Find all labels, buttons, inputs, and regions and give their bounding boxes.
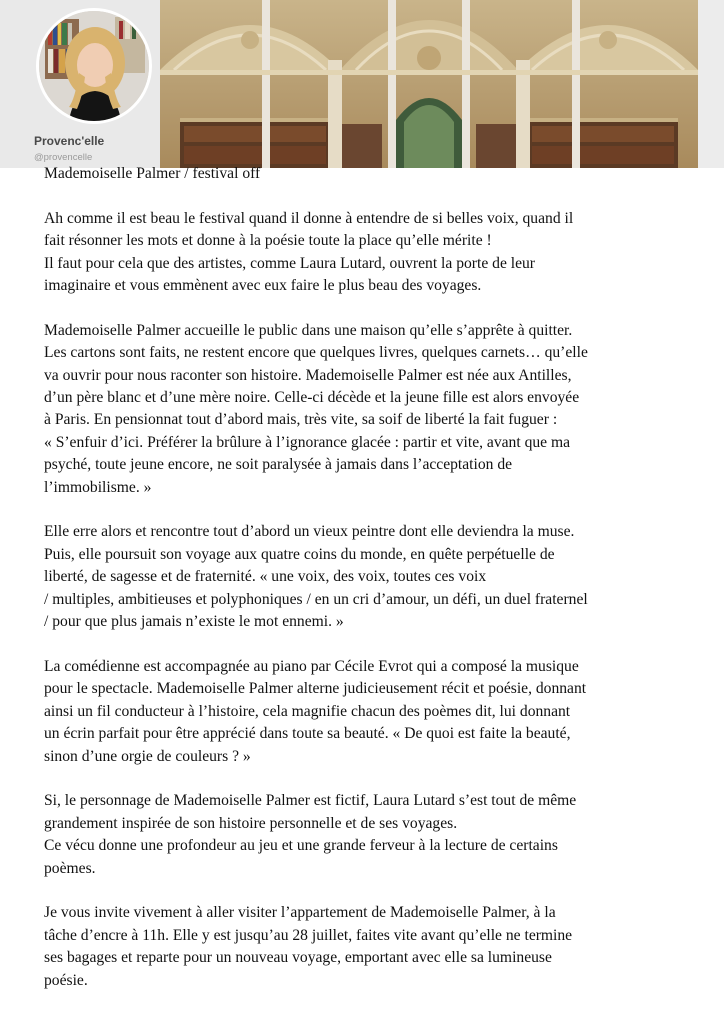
header-margin bbox=[698, 0, 724, 168]
avatar[interactable] bbox=[36, 8, 152, 124]
text-line: Mademoiselle Palmer accueille le public dans une maison qu’elle s’apprête à quitter. bbox=[44, 321, 573, 339]
text-line: / pour que plus jamais n’existe le mot ennemi. » bbox=[44, 613, 344, 631]
text-line: « S’enfuir d’ici. Préférer la brûlure à l’ignorance glacée : partir et vite, avant que ma bbox=[44, 433, 571, 451]
text-line: Les cartons sont faits, ne restent encore que quelques livres, quelques carnets… qu’elle bbox=[44, 344, 588, 362]
text-line: imaginaire et vous emmènent avec eux faire le plus beau des voyages. bbox=[44, 277, 482, 295]
text-line: Ah comme il est beau le festival quand il donne à entendre de si belles voix, quand il bbox=[44, 209, 574, 227]
text-line: pour le spectacle. Mademoiselle Palmer alterne judicieusement récit et poésie, donnant bbox=[44, 680, 587, 698]
text-line: d’un père blanc et d’une mère noire. Celle-ci décède et la jeune fille est alors envoyée bbox=[44, 389, 580, 407]
text-line: Il faut pour cela que des artistes, comme Laura Lutard, ouvrent la porte de leur bbox=[44, 254, 536, 272]
text-line: fait résonner les mots et donne à la poésie toute la place qu’elle mérite ! bbox=[44, 232, 492, 250]
paragraph-3 bbox=[44, 521, 704, 633]
text-line: Je vous invite vivement à aller visiter l’appartement de Mademoiselle Palmer, à la bbox=[44, 904, 556, 922]
text-line: tâche d’encre à 11h. Elle y est jusqu’au 28 juillet, faites vite avant qu’elle ne termine bbox=[44, 926, 573, 944]
text-line: sinon d’une orgie de couleurs ? » bbox=[44, 747, 251, 765]
text-line: ses bagages et reparte pour un nouveau voyage, emportant avec elle sa lumineuse bbox=[44, 949, 552, 967]
text-line: liberté, de sagesse et de fraternité. « une voix, des voix, toutes ces voix bbox=[44, 568, 487, 586]
library-cover-illustration bbox=[160, 0, 698, 168]
paragraph-1 bbox=[44, 208, 704, 298]
text-line: ainsi un fil conducteur à l’histoire, cela magnifie chacun des poèmes dit, lui donnant bbox=[44, 702, 571, 720]
paragraph-2 bbox=[44, 320, 704, 499]
text-line: psyché, toute jeune encore, ne soit paralysée à jamais dans l’acceptation de bbox=[44, 456, 513, 474]
cover-image bbox=[160, 0, 698, 168]
article-title: Mademoiselle Palmer / festival off bbox=[44, 165, 261, 182]
text-line: Puis, elle poursuit son voyage aux quatre coins du monde, en quête perpétuelle de bbox=[44, 545, 555, 563]
paragraph-4 bbox=[44, 656, 704, 768]
text-line: Ce vécu donne une profondeur au jeu et une grande ferveur à la lecture de certains bbox=[44, 837, 558, 855]
text-line: / multiples, ambitieuses et polyphoniques / en un cri d’amour, un défi, un duel fraternel bbox=[44, 590, 588, 608]
profile-header bbox=[0, 0, 724, 168]
paragraph-5 bbox=[44, 790, 704, 880]
text-line: poèmes. bbox=[44, 859, 96, 877]
text-line: à Paris. En pensionnat tout d’abord mais, très vite, sa soif de liberté la fait fuguer : bbox=[44, 411, 558, 429]
text-line: l’immobilisme. » bbox=[44, 478, 152, 496]
article-body bbox=[44, 163, 704, 1014]
user-handle: @provencelle bbox=[34, 152, 93, 163]
text-line: poésie. bbox=[44, 971, 88, 989]
text-line: Si, le personnage de Mademoiselle Palmer est fictif, Laura Lutard s’est tout de même bbox=[44, 792, 577, 810]
text-line: Elle erre alors et rencontre tout d’abord un vieux peintre dont elle deviendra la muse. bbox=[44, 523, 575, 541]
avatar-photo bbox=[39, 11, 149, 121]
text-line: La comédienne est accompagnée au piano par Cécile Evrot qui a composé la musique bbox=[44, 657, 579, 675]
paragraph-6 bbox=[44, 902, 704, 992]
display-name[interactable]: Provenc'elle bbox=[34, 134, 105, 148]
text-line: va ouvrir pour nous raconter son histoire. Mademoiselle Palmer est née aux Antilles, bbox=[44, 366, 572, 384]
text-line: grandement inspirée de son histoire personnelle et de ses voyages. bbox=[44, 814, 458, 832]
text-line: un écrin parfait pour être apprécié dans toute sa beauté. « De quoi est faite la beauté, bbox=[44, 725, 571, 743]
profile-panel bbox=[0, 0, 160, 168]
